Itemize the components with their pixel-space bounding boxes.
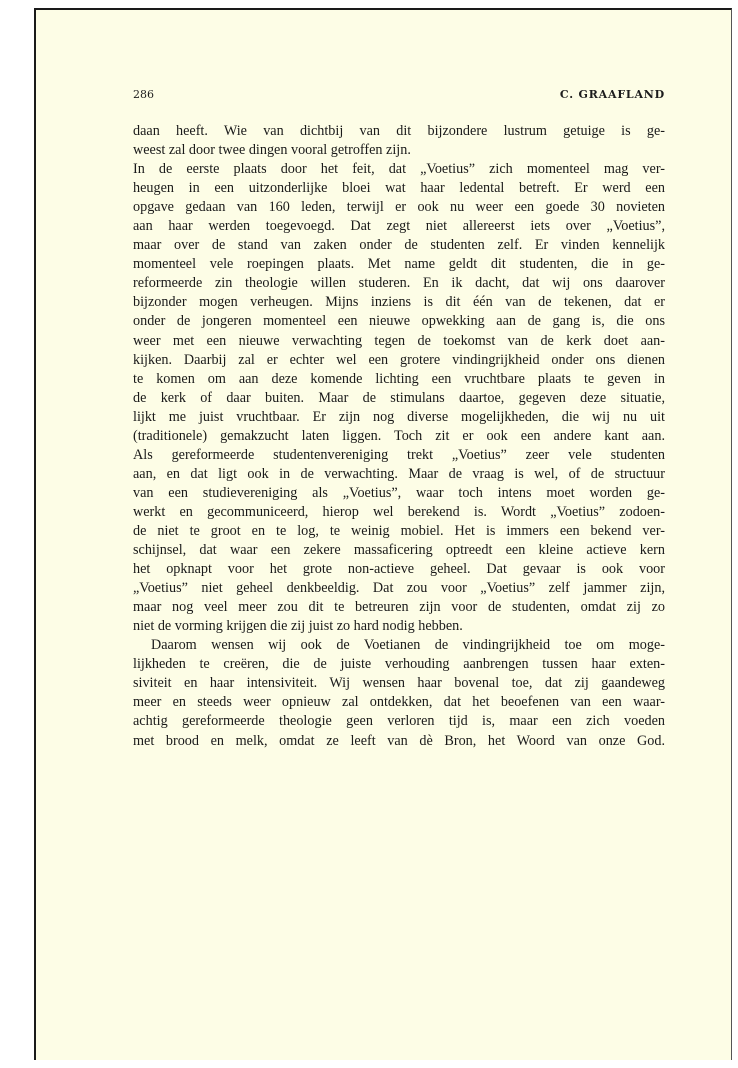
text-line: siviteit en haar intensiviteit. Wij wensen haar bovenal toe, dat zij gaandeweg [133, 675, 665, 692]
text-line: met brood en melk, omdat ze leeft van dè Bron, het Woord van onze God. [133, 732, 665, 749]
text-line: heugen in een uitzonderlijke bloei wat haar ledental betreft. Er werd een [133, 180, 665, 197]
text-line: de kerk of daar buiten. Maar de stimulans daartoe, gegeven deze situatie, [133, 389, 665, 406]
text-line: te komen om aan deze komende lichting een vruchtbare plaats te geven in [133, 370, 665, 387]
text-line: aan, en dat ligt ook in de verwachting. Maar de vraag is wel, of de structuur [133, 465, 665, 482]
text-line: „Voetius” niet geheel denkbeeldig. Dat zou voor „Voetius” zelf jammer zijn, [133, 580, 665, 597]
text-line: maar nog veel meer zou dit te betreuren zijn voor de studenten, omdat zij zo [133, 599, 665, 616]
text-line: schijnsel, dat waar een zekere massaficering optreedt een kleine actieve kern [133, 542, 665, 559]
text-line: Daarom wensen wij ook de Voetianen de vindingrijkheid toe om moge- [151, 637, 665, 654]
text-line: reformeerde zin theologie willen studeren. En ik dacht, dat wij ons daarover [133, 275, 665, 292]
text-line: werkt en gecommuniceerd, hierop wel berekend is. Wordt „Voetius” zodoen- [133, 503, 665, 520]
text-line: aan haar werden toegevoegd. Dat zegt niet allereerst iets over „Voetius”, [133, 218, 665, 235]
text-line: Als gereformeerde studentenvereniging trekt „Voetius” zeer vele studenten [133, 446, 665, 463]
text-line: achtig gereformeerde theologie geen verloren tijd is, maar een zich voeden [133, 713, 665, 730]
text-line: (traditionele) gemakzucht laten liggen. Toch zit er ook een andere kant aan. [133, 427, 665, 444]
text-line: van een studievereniging als „Voetius”, waar toch intens moet worden ge- [133, 484, 665, 501]
text-line: daan heeft. Wie van dichtbij van dit bijzondere lustrum getuige is ge- [133, 123, 665, 139]
text-line: bijzonder mogen verheugen. Mijns inziens is dit één van de tekenen, dat er [133, 294, 665, 311]
text-line: momenteel vele roepingen plaats. Met name geldt dit studenten, die in ge- [133, 256, 665, 273]
paragraph [133, 636, 665, 750]
text-line: maar over de stand van zaken onder de studenten zelf. Er vinden kennelijk [133, 237, 665, 254]
text-line: kijken. Daarbij zal er echter wel een grotere vindingrijkheid onder ons dienen [133, 351, 665, 368]
text-line: In de eerste plaats door het feit, dat „Voetius” zich momenteel mag ver- [133, 161, 665, 178]
running-head-author: C. GRAAFLAND [559, 88, 665, 101]
paragraph [133, 122, 665, 160]
text-line: weest zal door twee dingen vooral getroffen zijn. [133, 142, 411, 159]
text-line: lijkt me juist vruchtbaar. Er zijn nog diverse mogelijkheden, die wij nu uit [133, 408, 665, 425]
text-line: opgave gedaan van 160 leden, terwijl er ook nu weer een goede 30 novieten [133, 199, 665, 216]
text-line: meer en steeds weer opnieuw zal ontdekken, dat het beoefenen van een waar- [133, 694, 665, 711]
text-line: weer met een nieuwe verwachting tegen de toekomst van de kerk doet aan- [133, 332, 665, 349]
text-line: lijkheden te creëren, die de juiste verhouding aanbrengen tussen haar exten- [133, 656, 665, 673]
body-text [133, 122, 665, 751]
text-line: de niet te groot en te log, te weinig mobiel. Het is immers een bekend ver- [133, 522, 665, 539]
text-line: het opknapt voor het grote non-actieve geheel. Dat gevaar is ook voor [133, 561, 665, 578]
text-line: niet de vorming krijgen die zij juist zo hard nodig hebben. [133, 618, 463, 635]
page-header [133, 88, 665, 108]
page-number: 286 [133, 88, 154, 101]
paragraph [133, 160, 665, 636]
text-line: onder de jongeren momenteel een nieuwe opwekking aan de gang is, die ons [133, 313, 665, 330]
